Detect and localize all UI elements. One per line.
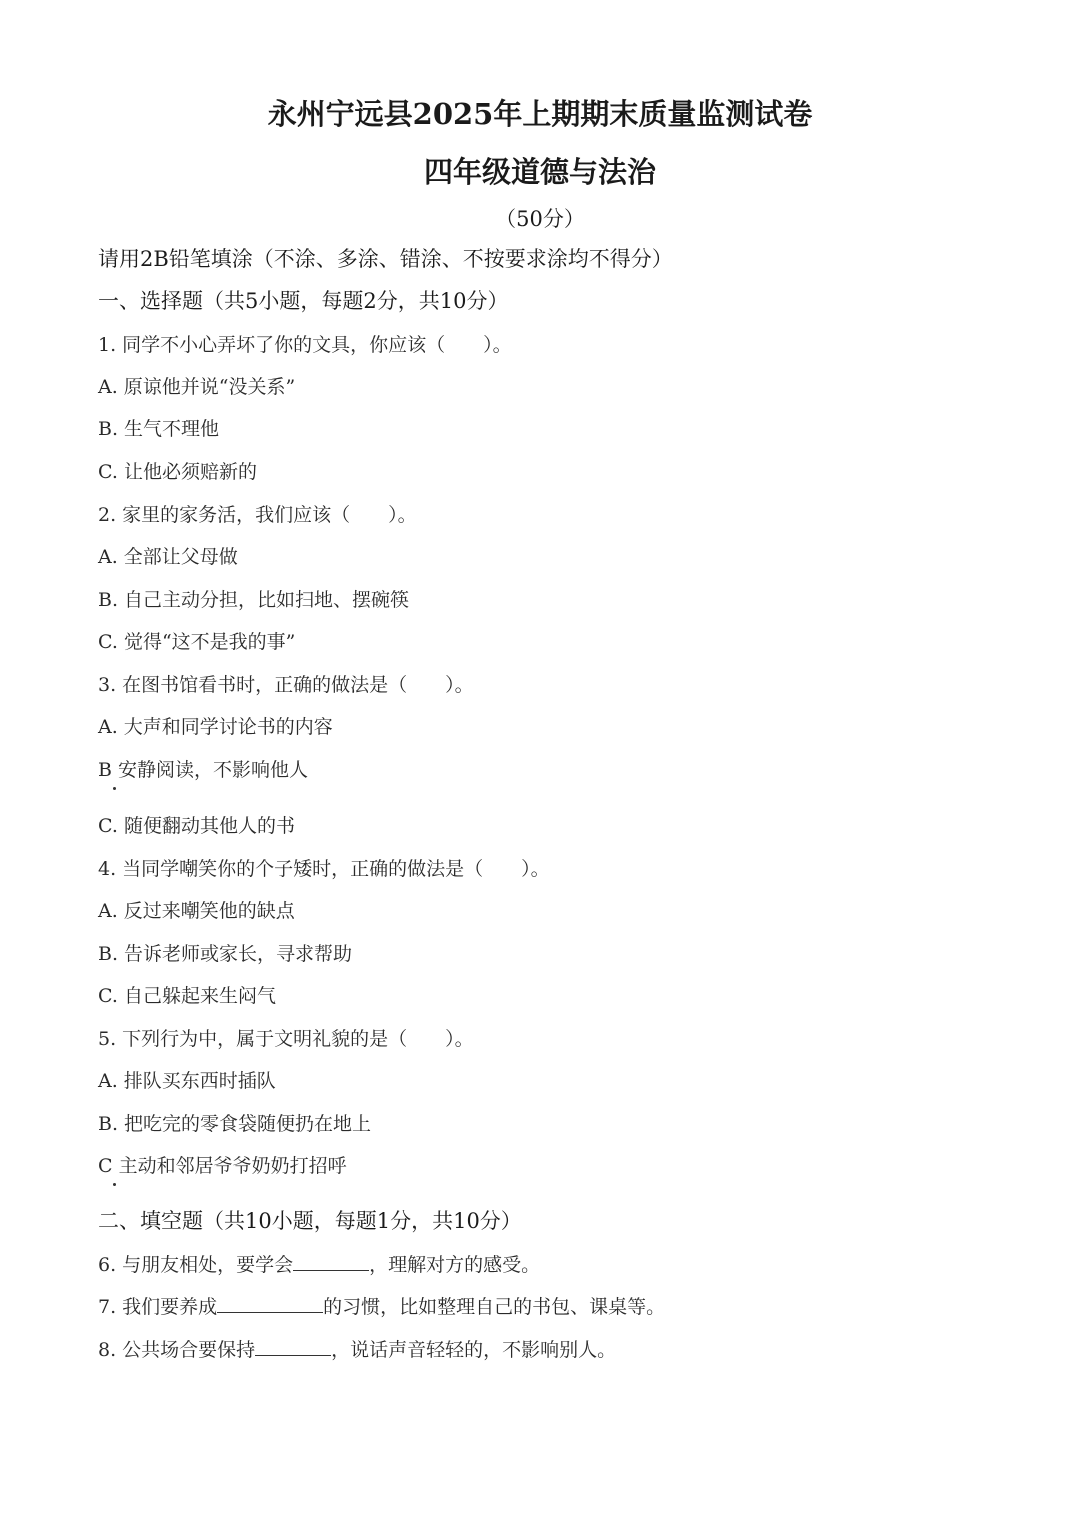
question-4-stem: 4. 当同学嘲笑你的个子矮时，正确的做法是（ ）。 <box>98 858 550 880</box>
question-5-option-c: C 主动和邻居爷爷奶奶打招呼 <box>98 1155 347 1177</box>
fill-question-7-before: 7. 我们要养成 <box>98 1296 218 1318</box>
question-4-option-b: B. 告诉老师或家长，寻求帮助 <box>98 943 353 965</box>
question-3-option-a: A. 大声和同学讨论书的内容 <box>98 716 333 738</box>
question-2-stem: 2. 家里的家务活，我们应该（ ）。 <box>98 504 417 526</box>
question-4-option-a: A. 反过来嘲笑他的缺点 <box>98 900 295 922</box>
exam-subject: 四年级道德与法治 <box>423 155 656 189</box>
question-3-stem: 3. 在图书馆看书时，正确的做法是（ ）。 <box>98 674 474 696</box>
fill-question-7-after: 的习惯，比如整理自己的书包、课桌等。 <box>323 1296 666 1318</box>
fill-blank-7[interactable] <box>217 1294 323 1313</box>
fill-question-8-before: 8. 公共场合要保持 <box>98 1339 256 1361</box>
fill-question-8-after: ，说话声音轻轻的，不影响别人。 <box>331 1339 617 1361</box>
question-5-option-b: B. 把吃完的零食袋随便扔在地上 <box>98 1113 372 1135</box>
question-1-option-a: A. 原谅他并说“没关系” <box>98 376 296 398</box>
instruction-text: 请用2B铅笔填涂（不涂、多涂、错涂、不按要求涂均不得分） <box>98 247 673 271</box>
question-1-stem: 1. 同学不小心弄坏了你的文具，你应该（ ）。 <box>98 334 512 356</box>
question-4-option-c: C. 自己躲起来生闷气 <box>98 985 276 1007</box>
question-5-option-a: A. 排队买东西时插队 <box>98 1070 276 1092</box>
fill-blank-6[interactable] <box>293 1252 369 1271</box>
fill-blank-8[interactable] <box>255 1337 331 1356</box>
fill-question-6 <box>98 1252 540 1278</box>
question-2-option-a: A. 全部让父母做 <box>98 546 238 568</box>
question-2-option-b: B. 自己主动分担，比如扫地、摆碗筷 <box>98 589 410 611</box>
fill-question-7 <box>98 1294 665 1320</box>
fill-question-6-before: 6. 与朋友相处，要学会 <box>98 1254 294 1276</box>
question-1-option-c: C. 让他必须赔新的 <box>98 461 257 483</box>
fill-question-6-after: ，理解对方的感受。 <box>369 1254 541 1276</box>
stray-dot-mark <box>113 787 116 790</box>
fill-question-8 <box>98 1337 616 1363</box>
section-2-heading: 二、填空题（共10小题，每题1分，共10分） <box>98 1209 522 1233</box>
section-1-heading: 一、选择题（共5小题，每题2分，共10分） <box>98 289 509 313</box>
question-3-option-c: C. 随便翻动其他人的书 <box>98 815 295 837</box>
stray-dot-mark <box>113 1183 116 1186</box>
exam-title: 永州宁远县2025年上期期末质量监测试卷 <box>267 97 813 131</box>
exam-score: （50分） <box>495 207 585 231</box>
question-3-option-b: B 安静阅读，不影响他人 <box>98 759 309 781</box>
question-1-option-b: B. 生气不理他 <box>98 418 220 440</box>
question-2-option-c: C. 觉得“这不是我的事” <box>98 631 296 653</box>
question-5-stem: 5. 下列行为中，属于文明礼貌的是（ ）。 <box>98 1028 474 1050</box>
